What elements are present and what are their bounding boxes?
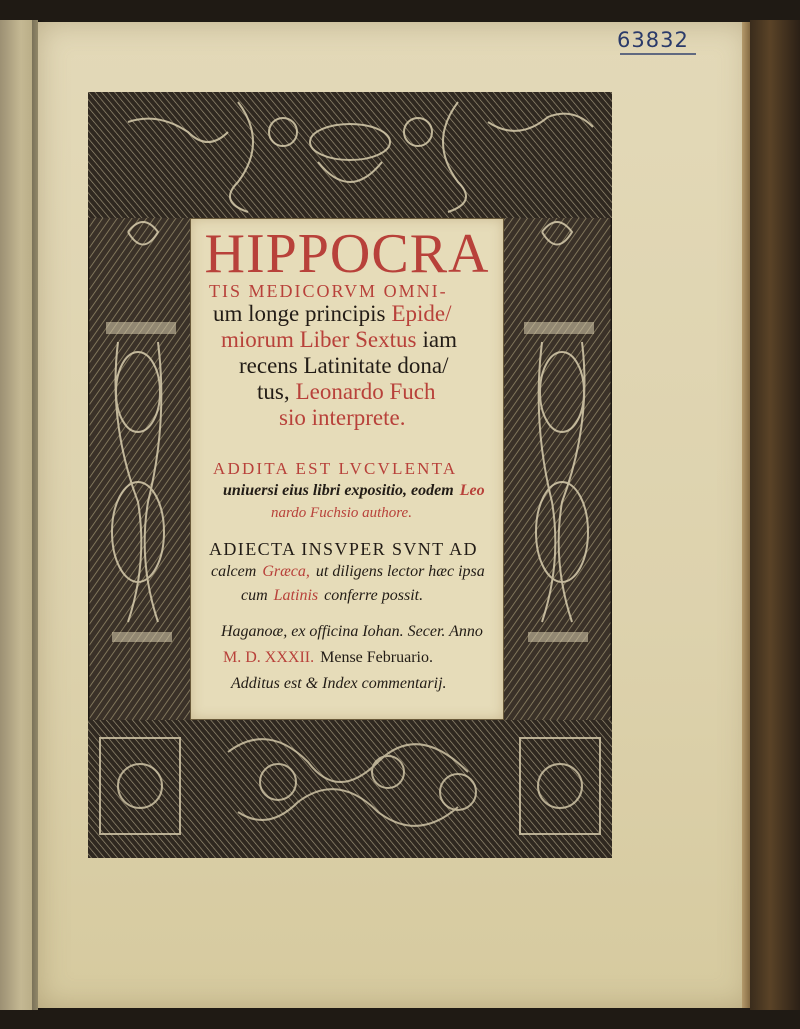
imprint-line-index: Additus est & Index commentarij. (231, 675, 447, 692)
text-longe-principis: um longe principis (213, 301, 386, 326)
text-epide: Epide/ (391, 301, 452, 326)
shelfmark-number: 63832 (617, 28, 689, 52)
text-mense-februario: Mense Februario. (320, 649, 433, 666)
title-line-addita: ADDITA EST LVCVLENTA (213, 459, 458, 478)
title-line-4 (221, 327, 457, 353)
title-line-13 (241, 587, 423, 605)
text-cum: cum (241, 587, 268, 604)
text-leonardo-fuch: Leonardo Fuch (295, 379, 436, 404)
text-liber-sextus: miorum Liber Sextus (221, 327, 417, 352)
text-expositio: uniuersi eius libri expositio, eodem (223, 482, 454, 499)
text-graeca: Græca, (262, 563, 310, 580)
title-line-3 (213, 301, 452, 327)
text-diligens-lector: ut diligens lector hæc ipsa (315, 563, 485, 580)
imprint-line-haganoae: Haganoæ, ex officina Iohan. Secer. Anno (221, 623, 483, 640)
shelfmark-underline (620, 53, 696, 55)
title-line-hippocra: HIPPOCRA (204, 223, 490, 285)
title-line-interprete: sio interprete. (279, 405, 406, 430)
title-text-panel (190, 218, 504, 720)
binding-board (750, 20, 800, 1010)
title-line-medicorum: TIS MEDICORVM OMNI- (209, 281, 448, 301)
title-line-adiecta: ADIECTA INSVPER SVNT AD (209, 539, 478, 559)
title-line-6 (257, 379, 435, 405)
text-tus: tus, (257, 379, 290, 404)
text-calcem: calcem (211, 563, 257, 580)
title-line-12 (211, 563, 485, 581)
text-leo: Leo (459, 482, 485, 499)
imprint-line-date (223, 649, 433, 667)
text-iam: iam (422, 327, 457, 352)
text-year-mdxxxii: M. D. XXXII. (223, 649, 315, 666)
title-line-9 (223, 482, 485, 500)
text-latinis: Latinis (273, 587, 319, 604)
text-conferre-possit: conferre possit. (324, 587, 424, 604)
title-line-fuchsio-authore: nardo Fuchsio authore. (271, 505, 412, 521)
title-line-latinitate: recens Latinitate dona/ (239, 353, 449, 378)
